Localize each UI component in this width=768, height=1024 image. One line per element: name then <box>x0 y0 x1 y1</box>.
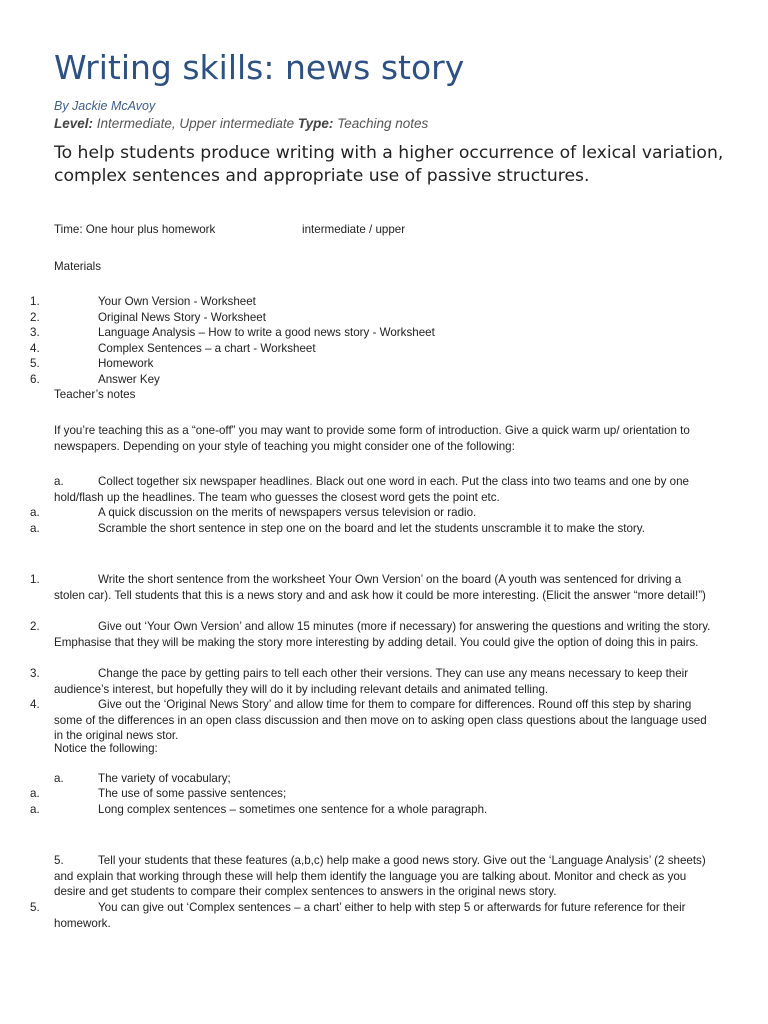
notice-label: a. <box>30 803 40 816</box>
later-step-text: Tell your students that these features (a,b,c) help make a good news story. Give out the ‘Language Analysis’ (2 sheets) and explain that working through these will help them identify the language you are talking about. Monitor and check as you desire and get students to compare their complex sentences to answers in the original news story. <box>54 854 706 899</box>
later-step-text: You can give out ‘Complex sentences – a chart’ either to help with step 5 or afterwards for future reference for their homework. <box>54 901 686 930</box>
step-num: 3. <box>30 667 40 680</box>
materials-item: Language Analysis – How to write a good news story - Worksheet <box>98 326 435 339</box>
materials-item: Homework <box>98 357 154 370</box>
step-text: Give out ‘Your Own Version’ and allow 15 minutes (more if necessary) for answering the questions and writing the story. Emphasise that they will be making the story more interesting by adding detail. You could give the option of doing this in pairs. <box>54 620 711 649</box>
materials-item: Answer Key <box>98 373 160 386</box>
notice-heading: Notice the following: <box>54 742 158 755</box>
materials-num: 4. <box>30 342 40 355</box>
notice-label: a. <box>54 772 64 785</box>
materials-item: Complex Sentences – a chart - Worksheet <box>98 342 316 355</box>
notice-text: The variety of vocabulary; <box>98 772 231 785</box>
materials-item: Original News Story - Worksheet <box>98 311 266 324</box>
materials-num: 6. <box>30 373 40 386</box>
materials-num: 1. <box>30 295 40 308</box>
materials-num: 5. <box>30 357 40 370</box>
later-step <box>54 853 714 900</box>
teachers-notes-heading: Teacher’s notes <box>54 388 136 401</box>
level-line: intermediate / upper <box>302 223 406 236</box>
notice-text: The use of some passive sentences; <box>98 787 287 800</box>
step-num: 1. <box>30 573 40 586</box>
step-text: Write the short sentence from the worksheet Your Own Version’ on the board (A youth was sentenced for driving a stolen car). Tell students that this is a news story and and ask how it could be more interesting. (Elicit the answer “more detail!”) <box>54 573 706 602</box>
option-text: Scramble the short sentence in step one on the board and let the students unscramble it to make the story. <box>98 522 645 535</box>
option-label: a. <box>30 506 40 519</box>
option-text: A quick discussion on the merits of newspapers versus television or radio. <box>98 506 477 519</box>
materials-num: 3. <box>30 326 40 339</box>
level-label: Level: <box>54 116 94 131</box>
step-num: 4. <box>30 698 40 711</box>
materials-heading: Materials <box>54 260 102 273</box>
intro-paragraph: If you’re teaching this as a “one-off” you may want to provide some form of introduction. Give a quick warm up/ orientation to newspapers. Depending on your style of teaching you might consider one of the following: <box>54 424 690 453</box>
materials-item: Your Own Version - Worksheet <box>98 295 256 308</box>
time-line: Time: One hour plus homework <box>54 223 216 236</box>
step-text: Give out the ‘Original News Story’ and allow time for them to compare for differences. Round off this step by sharing some of the differences in an open class discussion and then move on to asking open class questions about the language used in the original news stor. <box>54 698 707 743</box>
option-item <box>54 474 714 505</box>
type-label: Type: <box>297 116 334 131</box>
level-type-line <box>54 116 428 131</box>
option-label: a. <box>30 522 40 535</box>
notice-label: a. <box>30 787 40 800</box>
later-step-num: 5. <box>30 901 40 914</box>
notice-text: Long complex sentences – sometimes one sentence for a whole paragraph. <box>98 803 488 816</box>
page-title: Writing skills: news story <box>54 48 465 87</box>
type-value: Teaching notes <box>337 116 429 131</box>
materials-num: 2. <box>30 311 40 324</box>
later-step-num: 5. <box>54 854 64 867</box>
intro-summary: To help students produce writing with a higher occurrence of lexical variation, complex sentences and appropriate use of passive structures. <box>54 143 724 186</box>
author-byline: By Jackie McAvoy <box>54 99 156 113</box>
option-label: a. <box>54 475 64 488</box>
step-num: 2. <box>30 620 40 633</box>
step-text: Change the pace by getting pairs to tell each other their versions. They can use any means necessary to keep their audience’s interest, but hopefully they will do it by including relevant details and animated telling. <box>54 667 689 696</box>
level-value: Intermediate, Upper intermediate <box>96 116 295 131</box>
option-text: Collect together six newspaper headlines. Black out one word in each. Put the class into two teams and one by one hold/flash up the headlines. The team who guesses the closest word gets the point etc. <box>54 475 689 504</box>
